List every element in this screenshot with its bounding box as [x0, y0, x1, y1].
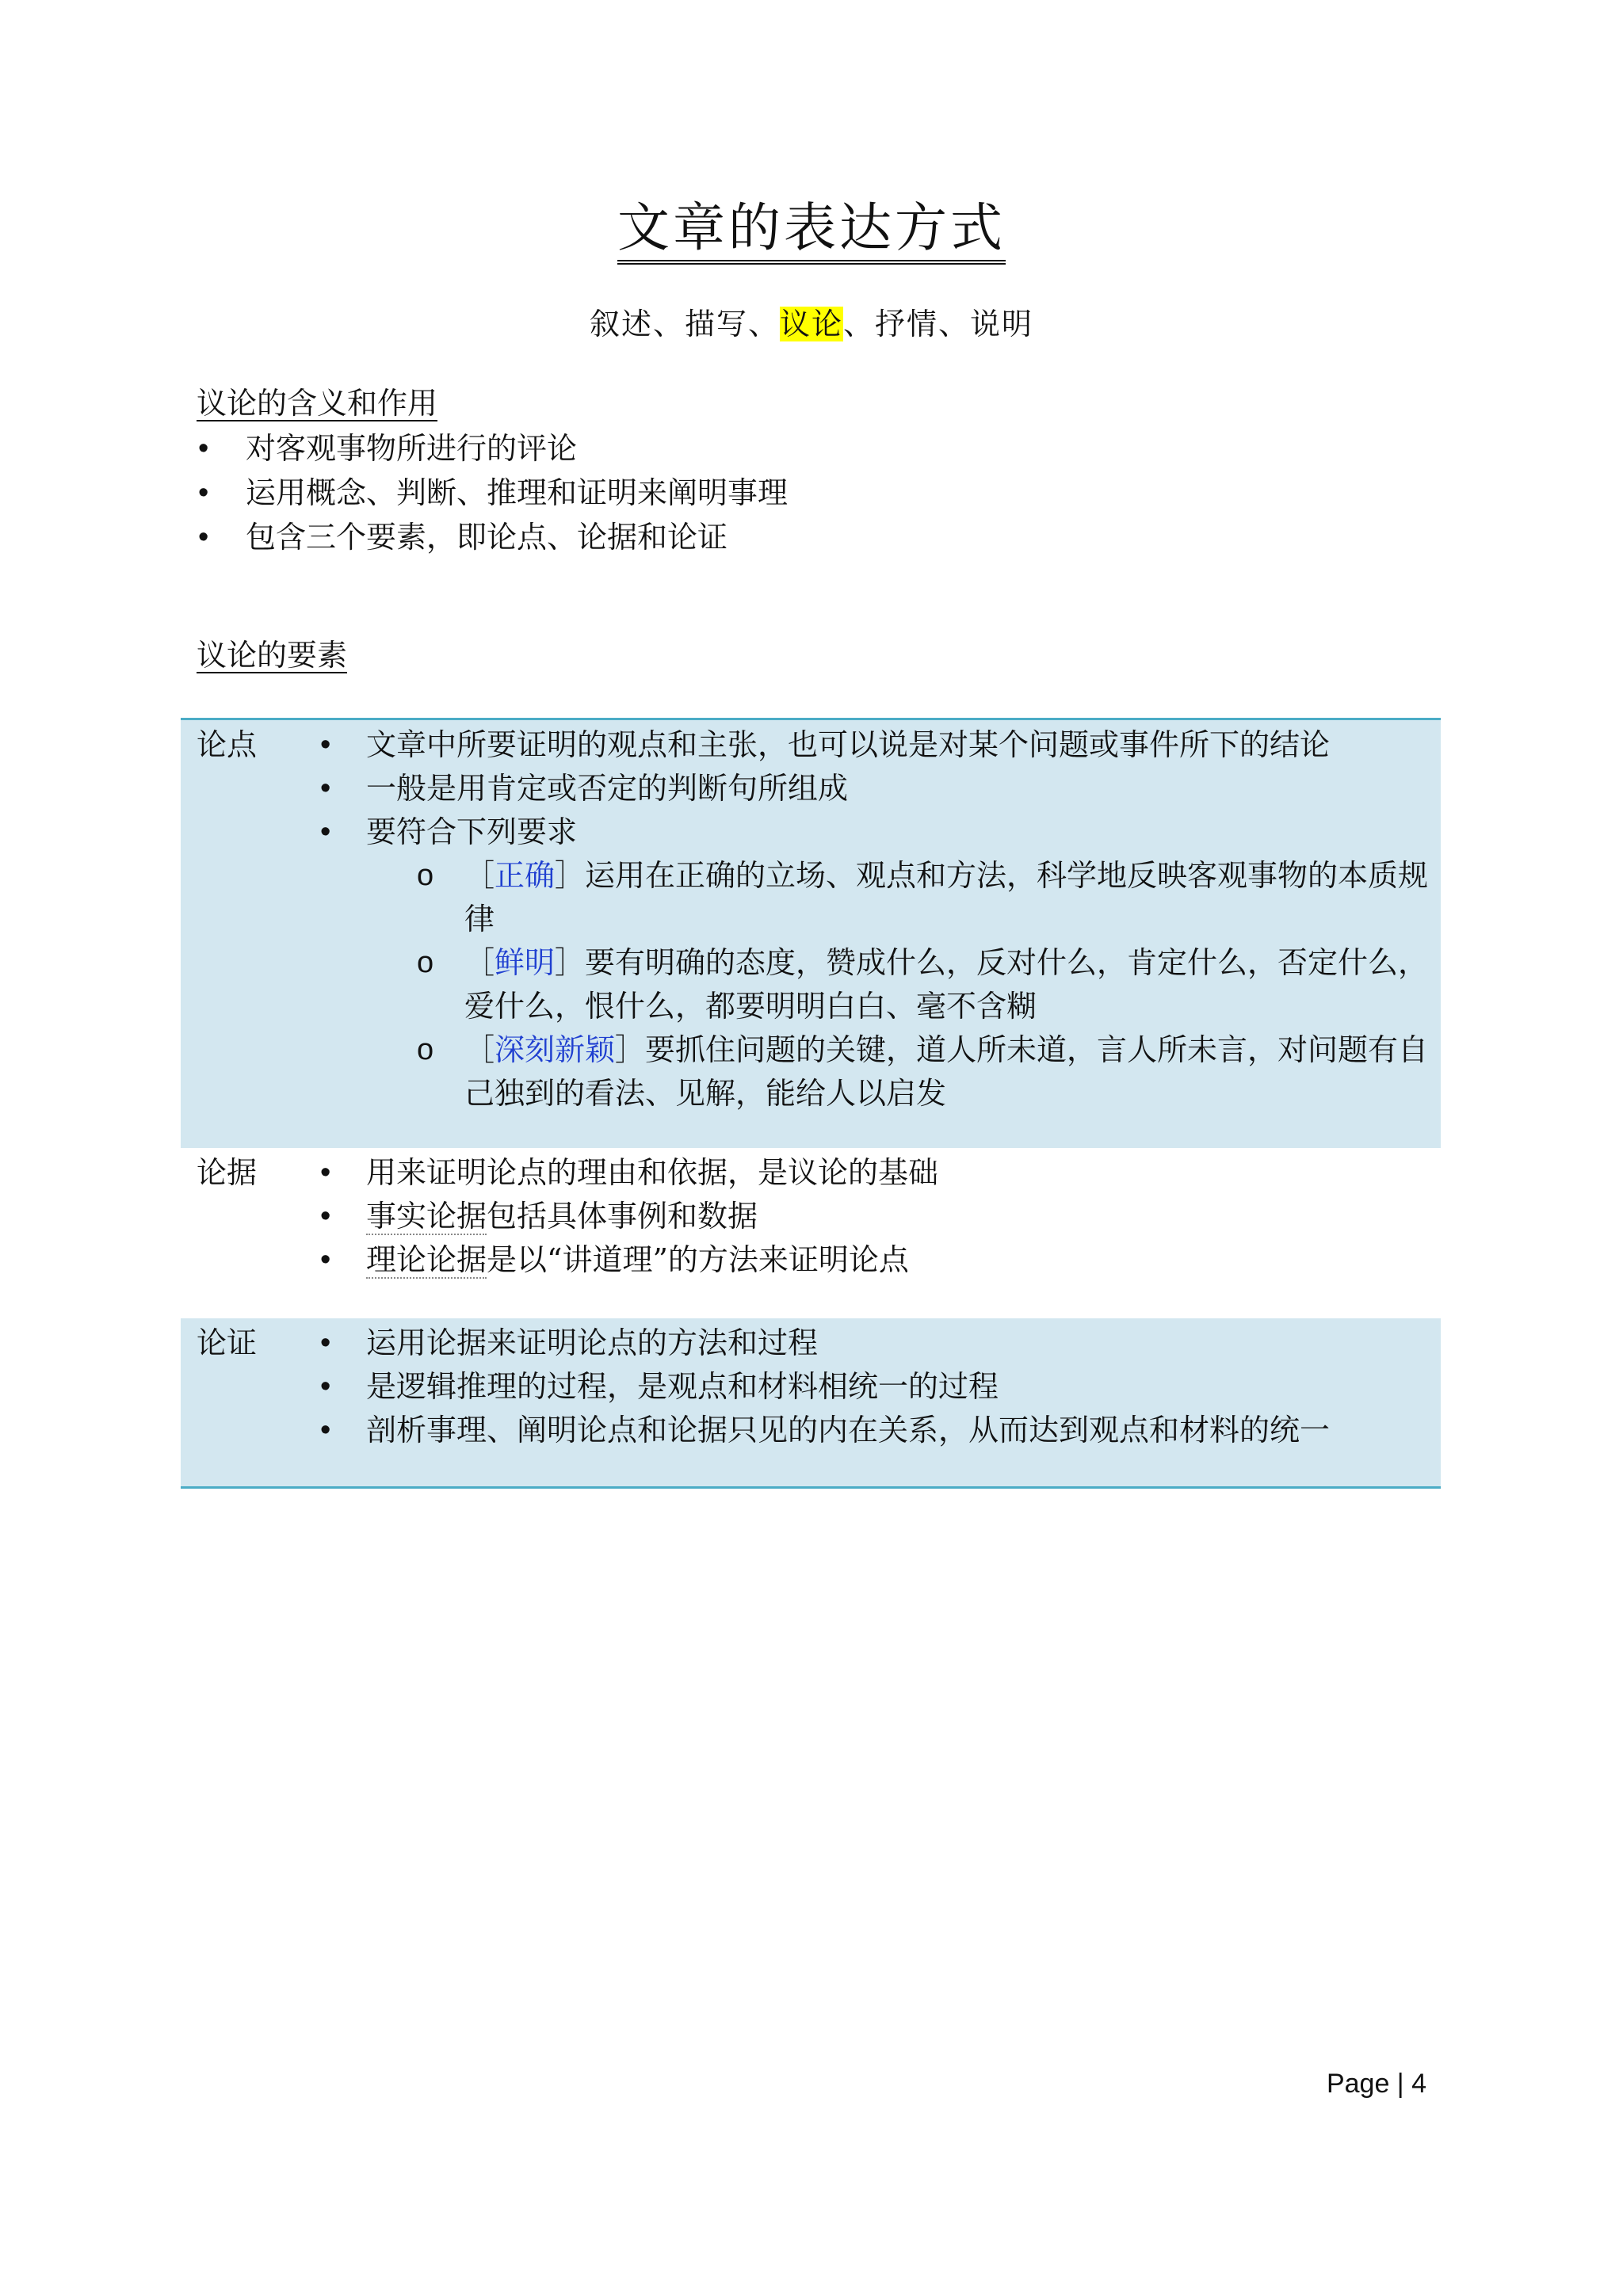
bracket-open: ［: [464, 1032, 495, 1067]
page-title: [0, 196, 1623, 260]
modes-after: 、抒情、说明: [843, 307, 1034, 341]
circle-bullet-icon: o: [417, 1033, 434, 1066]
row-label: 论据: [197, 1155, 258, 1190]
row-body: [315, 720, 1441, 1148]
list-item: • 是逻辑推理的过程，是观点和材料相统一的过程: [315, 1365, 1433, 1409]
list-item: [315, 1195, 1433, 1238]
elements-table: [181, 718, 1441, 1489]
row-body: [315, 1148, 1441, 1318]
list-item-text: 要符合下列要求: [366, 814, 578, 849]
meaning-bullet-list: [197, 426, 788, 559]
list-item: [315, 1238, 1433, 1282]
requirements-sub-list: [366, 854, 1433, 1116]
page-number: Page | 4: [1326, 2069, 1426, 2099]
row-body: [315, 1318, 1441, 1486]
bracket-close: ］: [615, 1032, 646, 1067]
requirement-text: 要抓住问题的关键，道人所未道，言人所未言，对问题有自己独到的看法、见解，能给人以启发: [464, 1032, 1429, 1111]
row-label: 论点: [197, 727, 258, 762]
table-row-evidence: [181, 1148, 1441, 1318]
list-item: • 用来证明论点的理由和依据，是议论的基础: [315, 1151, 1433, 1195]
requirement-term: 正确: [495, 858, 556, 893]
list-item: • 包含三个要素，即论点、论据和论证: [197, 515, 788, 559]
requirement-term: 深刻新颖: [495, 1032, 616, 1067]
modes-before: 叙述、描写、: [589, 307, 780, 341]
modes-highlight: 议论: [779, 307, 843, 341]
table-row-argumentation: [181, 1318, 1441, 1486]
list-item: • 对客观事物所进行的评论: [197, 426, 788, 471]
list-item: • 运用概念、判断、推理和证明来阐明事理: [197, 471, 788, 515]
list-item-text: 包括具体事例和数据: [487, 1199, 758, 1234]
list-item-text: 是以“讲道理”的方法来证明论点: [487, 1242, 909, 1277]
circle-bullet-icon: o: [417, 946, 434, 979]
list-item: • 一般是用肯定或否定的判断句所组成: [315, 767, 1433, 810]
expression-modes-line: [0, 303, 1623, 345]
requirement-text: 要有明确的态度，赞成什么，反对什么，肯定什么，否定什么，爱什么，恨什么，都要明明白白、毫不含糊: [464, 945, 1429, 1024]
table-row-thesis: [181, 720, 1441, 1148]
page-title-text: 文章的表达方式: [617, 197, 1006, 265]
bracket-open: ［: [464, 945, 495, 980]
sub-list-item: [366, 854, 1433, 941]
requirement-term: 鲜明: [495, 945, 556, 980]
argumentation-bullet-list: [315, 1322, 1433, 1452]
evidence-term-fact: 事实论据: [366, 1199, 487, 1234]
list-item: [315, 810, 1433, 1116]
circle-bullet-icon: o: [417, 859, 434, 892]
section-heading-meaning: 议论的含义和作用: [197, 386, 438, 421]
sub-list-item: [366, 1028, 1433, 1116]
bracket-close: ］: [555, 945, 586, 980]
list-item: • 文章中所要证明的观点和主张，也可以说是对某个问题或事件所下的结论: [315, 723, 1433, 767]
sub-list-item: [366, 941, 1433, 1028]
row-label: 论证: [197, 1325, 258, 1360]
evidence-bullet-list: [315, 1151, 1433, 1282]
section-heading-elements: 议论的要素: [197, 638, 348, 673]
bracket-open: ［: [464, 858, 495, 893]
thesis-bullet-list: [315, 723, 1433, 1116]
list-item: • 运用论据来证明论点的方法和过程: [315, 1322, 1433, 1365]
list-item: • 剖析事理、阐明论点和论据只见的内在关系，从而达到观点和材料的统一: [315, 1409, 1433, 1452]
evidence-term-theory: 理论论据: [366, 1242, 487, 1277]
requirement-text: 运用在正确的立场、观点和方法，科学地反映客观事物的本质规律: [464, 858, 1429, 936]
bracket-close: ］: [555, 858, 586, 893]
